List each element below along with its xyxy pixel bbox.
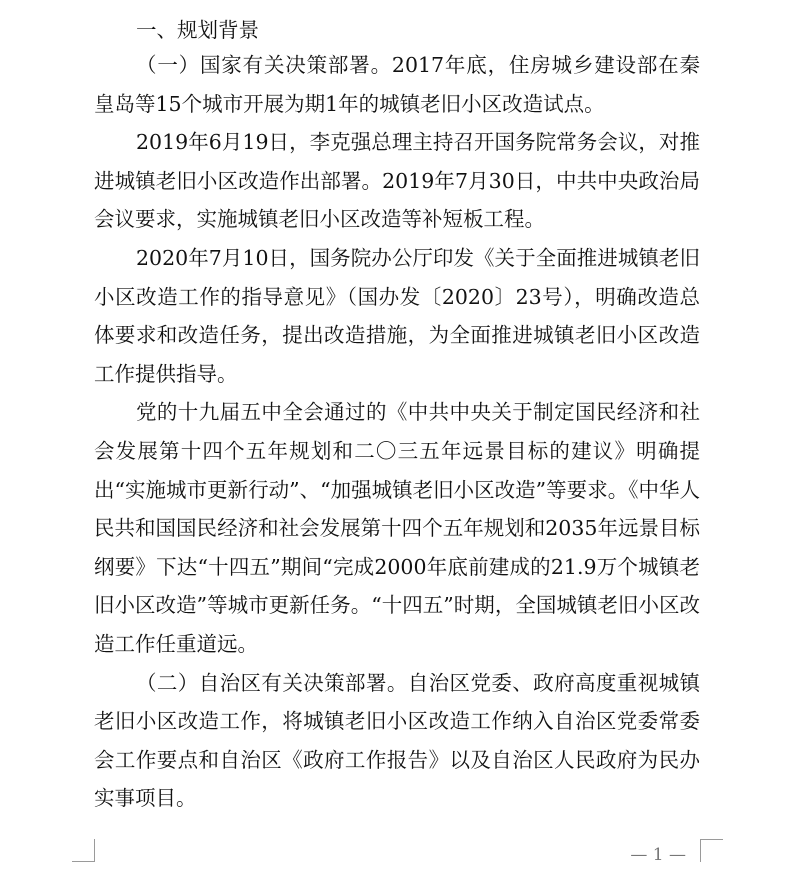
crop-mark-bottom-left (72, 839, 95, 862)
section-heading: 一、规划背景 (136, 18, 259, 42)
paragraph-national-policy: （一）国家有关决策部署。2017年底，住房城乡建设部在秦皇岛等15个城市开展为期1年的城镇老旧小区改造试点。 (94, 53, 700, 116)
paragraph-region-policy: （二）自治区有关决策部署。自治区党委、政府高度重视城镇老旧小区改造工作，将城镇老旧小区改造工作纳入自治区党委常委会工作要点和自治区《政府工作报告》以及自治区人民政府为民办实事项目。 (94, 670, 700, 811)
paragraph-fourteenth-plan: 党的十九届五中全会通过的《中共中央关于制定国民经济和社会发展第十四个五年规划和二〇三五年远景目标的建议》明确提出“实施城市更新行动”、“加强城镇老旧小区改造”等要求。《中华人民共和国国民经济和社会发展第十四个五年规划和2035年远景目标纲要》下达“十四五”期间“完成2000年底前建成的21.9万个城镇老旧小区改造”等城市更新任务。“十四五”时期，全国城镇老旧小区改造工作任重道远。 (94, 400, 700, 656)
crop-mark-bottom-right (700, 839, 723, 862)
paragraph-2019-meetings: 2019年6月19日，李克强总理主持召开国务院常务会议，对推进城镇老旧小区改造作出部署。2019年7月30日，中共中央政治局会议要求，实施城镇老旧小区改造等补短板工程。 (94, 130, 700, 232)
page-number: — 1 — (630, 845, 686, 865)
document-body (94, 14, 700, 818)
paragraph-2020-guidance: 2020年7月10日，国务院办公厅印发《关于全面推进城镇老旧小区改造工作的指导意见》（国办发〔2020〕23号），明确改造总体要求和改造任务，提出改造措施，为全面推进城镇老旧小区改造工作提供指导。 (94, 245, 700, 386)
